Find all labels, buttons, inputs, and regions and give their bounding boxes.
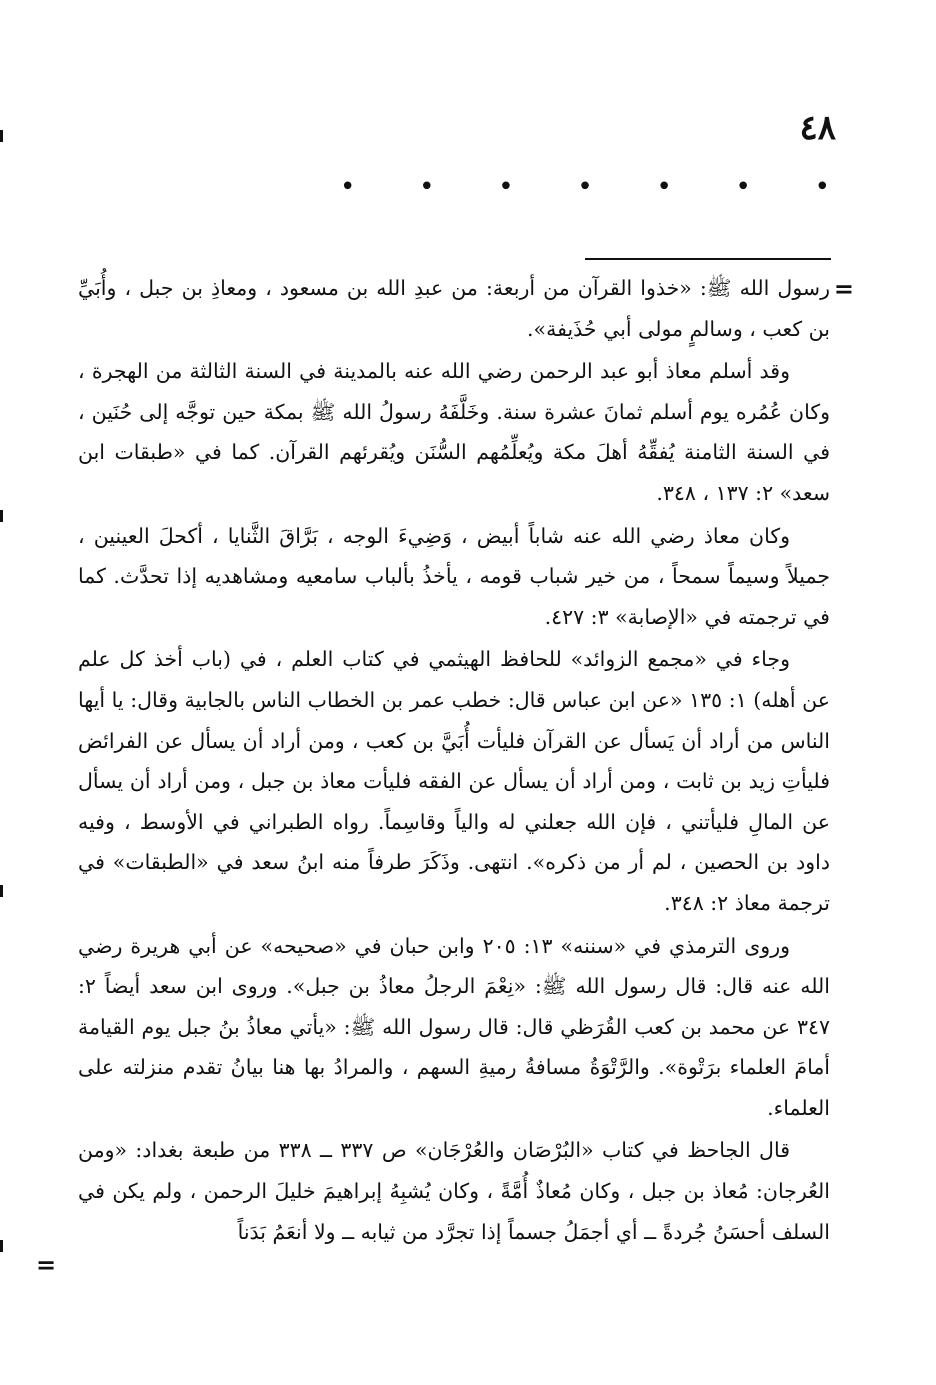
scan-edge-mark bbox=[0, 510, 3, 522]
continuation-mark-top: = bbox=[833, 274, 854, 303]
dot: • bbox=[735, 172, 751, 202]
dot: • bbox=[419, 172, 435, 202]
paragraph: قال الجاحظ في كتاب «البُرْصَان والعُرْجَان» ص ٣٣٧ ــ ٣٣٨ من طبعة بغداد: «ومن العُرجان: مُعاذ بن جبل ، وكان مُعاذٌ أُمَّةً ، وكان يُشبِهُ إبراهيمَ خليلَ الرحمن ، ولم يكن في السلف أحسَنُ جُردةً ــ أي أجمَلُ جسماً إذا تجرَّد من ثيابه ــ ولا أنعَمُ بَدَناً bbox=[78, 1138, 830, 1244]
dot: • bbox=[656, 172, 672, 202]
dot: • bbox=[340, 172, 356, 202]
page-number: ٤٨ bbox=[799, 108, 836, 148]
scan-edge-mark bbox=[0, 885, 3, 897]
paragraph: وقد أسلم معاذ أبو عبد الرحمن رضي الله عنه بالمدينة في السنة الثالثة من الهجرة ، وكان عُمُره يوم أسلم ثمانَ عشرة سنة. وخَلَّفَهُ رسولُ الله ﷺ بمكة حين توجَّه إلى حُنَين ، في السنة الثامنة يُفقِّهُ أهلَ مكة ويُعلِّمُهم السُّنَن ويُقرئهم القرآن. كما في «طبقات ابن سعد» ٢: ١٣٧ ، ٣٤٨. bbox=[78, 359, 830, 505]
paragraph: رسول الله ﷺ: «خذوا القرآن من أربعة: من عبدِ الله بن مسعود ، ومعاذِ بن جبل ، وأُبَيِّ بن كعب ، وسالمٍ مولى أبي حُذَيفة». bbox=[78, 276, 830, 341]
scan-edge-mark bbox=[0, 130, 3, 142]
footnote-body bbox=[78, 268, 830, 1252]
paragraph: وكان معاذ رضي الله عنه شاباً أبيض ، وَضِيءَ الوجه ، بَرَّاقَ الثَّنايا ، أكحلَ العينين ، جميلاً وسيماً سمحاً ، من خير شباب قومه ، يأخذُ بألباب سامعيه ومشاهديه إذا تحدَّث. كما في ترجمته في «الإصابة» ٣: ٤٢٧. bbox=[78, 523, 830, 629]
scan-edge-mark bbox=[0, 1240, 3, 1252]
paragraph: وروى الترمذي في «سننه» ١٣: ٢٠٥ وابن حبان في «صحيحه» عن أبي هريرة رضي الله عنه قال: قال رسول الله ﷺ: «نِعْمَ الرجلُ معاذُ بن جبل». وروى ابن سعد أيضاً ٢: ٣٤٧ عن محمد بن كعب القُرَظي قال: قال رسول الله ﷺ: «يأتي معاذُ بنُ جبل يوم القيامة أمامَ العلماء برَتْوة». والرَّتْوَةُ مسافةُ رميةِ السهم ، والمرادُ بها هنا بيانُ تقدم منزلته على العلماء. bbox=[78, 933, 830, 1120]
paragraph: وجاء في «مجمع الزوائد» للحافظ الهيثمي في كتاب العلم ، في (باب أخذ كل علم عن أهله) ١: ١٣٥ «عن ابن عباس قال: خطب عمر بن الخطاب الناس بالجابية وقال: يا أيها الناس من أراد أن يَسأل عن القرآن فليأت أُبَيَّ بن كعب ، ومن أراد أن يسأل عن الفرائض فليأتِ زيد بن ثابت ، ومن أراد أن يسأل عن الفقه فليأت معاذ بن جبل ، ومن أراد أن يسأل عن المالِ فليأتني ، فإن الله جعلني له والياً وقاسِماً. رواه الطبراني في الأوسط ، وفيه داود بن الحصين ، لم أر من ذكره». انتهى. وذَكَرَ طرفاً منه ابنُ سعد في «الطبقات» في ترجمة معاذ ٢: ٣٤٨. bbox=[78, 647, 830, 915]
section-dots bbox=[340, 172, 830, 202]
dot: • bbox=[577, 172, 593, 202]
dot: • bbox=[814, 172, 830, 202]
footnote-separator bbox=[585, 258, 831, 260]
continuation-mark-bottom: = bbox=[36, 1250, 57, 1279]
dot: • bbox=[498, 172, 514, 202]
